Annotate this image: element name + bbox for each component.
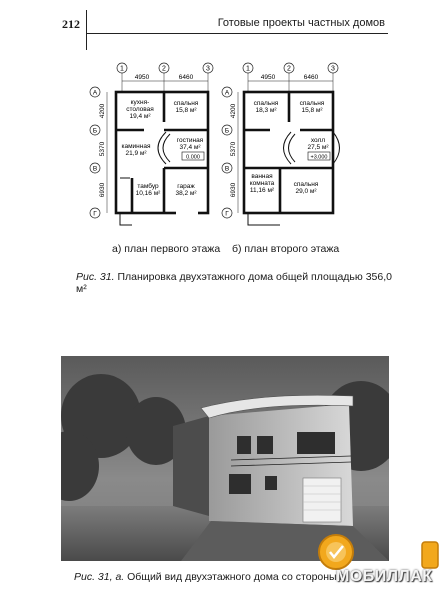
photo-figure-number: Рис. 31, а. xyxy=(74,571,125,583)
figure-caption xyxy=(76,271,396,295)
axis-label: 1 xyxy=(246,65,250,73)
dimension-label: 4950 xyxy=(260,74,276,81)
dimension-label: 6460 xyxy=(303,74,319,81)
axis-label: A xyxy=(92,89,98,97)
room-label: каминная xyxy=(121,143,151,150)
room-label: гараж xyxy=(177,183,195,190)
figure-text: Планировка двухэтажного дома общей площадью 356,0 м² xyxy=(76,271,392,295)
dimension-label: 5370 xyxy=(99,141,106,157)
axis-label: Б xyxy=(224,127,230,135)
room-label: спальня xyxy=(173,100,199,107)
header-vertical-rule xyxy=(86,10,87,50)
axis-label: A xyxy=(224,89,230,97)
house-render xyxy=(61,356,389,561)
room-area: 27,5 м² xyxy=(307,144,329,151)
room-label: столовая xyxy=(126,106,154,113)
photo-caption-text: Общий вид двухэтажного дома со стороны гл xyxy=(124,571,350,583)
axis-label: 2 xyxy=(287,65,291,73)
room-label: спальня xyxy=(293,181,319,188)
axis-label: 1 xyxy=(120,65,124,73)
dimension-label: 6930 xyxy=(99,182,106,198)
room-area: 15,8 м² xyxy=(175,107,197,114)
header-rule xyxy=(86,33,388,34)
dimension-label: 6930 xyxy=(230,182,237,198)
room-area: 15,8 м² xyxy=(301,107,323,114)
axis-label: 3 xyxy=(331,65,335,73)
axis-label: В xyxy=(92,165,98,173)
room-area: 37,4 м² xyxy=(179,144,201,151)
running-title: Готовые проекты частных домов xyxy=(217,17,385,29)
room-area: 19,4 м² xyxy=(129,113,151,120)
figure-number: Рис. 31. xyxy=(76,271,115,283)
axis-label: Б xyxy=(92,127,98,135)
dimension-label: 6460 xyxy=(178,74,194,81)
dimension-label: 5370 xyxy=(230,141,237,157)
plan-caption-first: а) план первого этажа xyxy=(112,243,221,255)
plan-caption-second: б) план второго этажа xyxy=(232,243,340,255)
axis-label: Г xyxy=(225,210,229,218)
axis-label: 3 xyxy=(206,65,210,73)
plan-second-floor xyxy=(222,63,340,225)
room-area: 21,9 м² xyxy=(125,150,147,157)
level-mark: 0.000 xyxy=(186,154,200,161)
watermark-text: МОБИЛЛАК xyxy=(336,568,433,585)
room-label: спальня xyxy=(299,100,325,107)
plan-first-floor xyxy=(90,63,213,225)
watermark-logo xyxy=(312,532,448,600)
room-label: кухня- xyxy=(130,99,150,106)
room-area: 29,0 м² xyxy=(295,188,317,195)
room-area: 18,3 м² xyxy=(255,107,277,114)
room-area: 11,16 м² xyxy=(249,187,275,194)
room-area: 38,2 м² xyxy=(175,190,197,197)
room-label: ванная xyxy=(251,173,273,180)
watermark-phone-icon xyxy=(422,542,438,568)
page-number: 212 xyxy=(62,17,80,31)
dimension-label: 4200 xyxy=(99,103,106,119)
level-mark: +3.000 xyxy=(310,154,328,161)
room-label: тамбур xyxy=(137,183,159,190)
axis-label: Г xyxy=(93,210,97,218)
room-label: холл xyxy=(310,137,326,144)
axis-label: 2 xyxy=(162,65,166,73)
floor-plans xyxy=(80,60,380,230)
house-render-image xyxy=(61,356,389,561)
axis-label: В xyxy=(224,165,230,173)
room-label: спальня xyxy=(253,100,279,107)
dimension-label: 4950 xyxy=(134,74,150,81)
room-label: комната xyxy=(249,180,275,187)
room-area: 10,16 м² xyxy=(135,190,161,197)
room-label: гостиная xyxy=(176,137,204,144)
dimension-label: 4200 xyxy=(230,103,237,119)
